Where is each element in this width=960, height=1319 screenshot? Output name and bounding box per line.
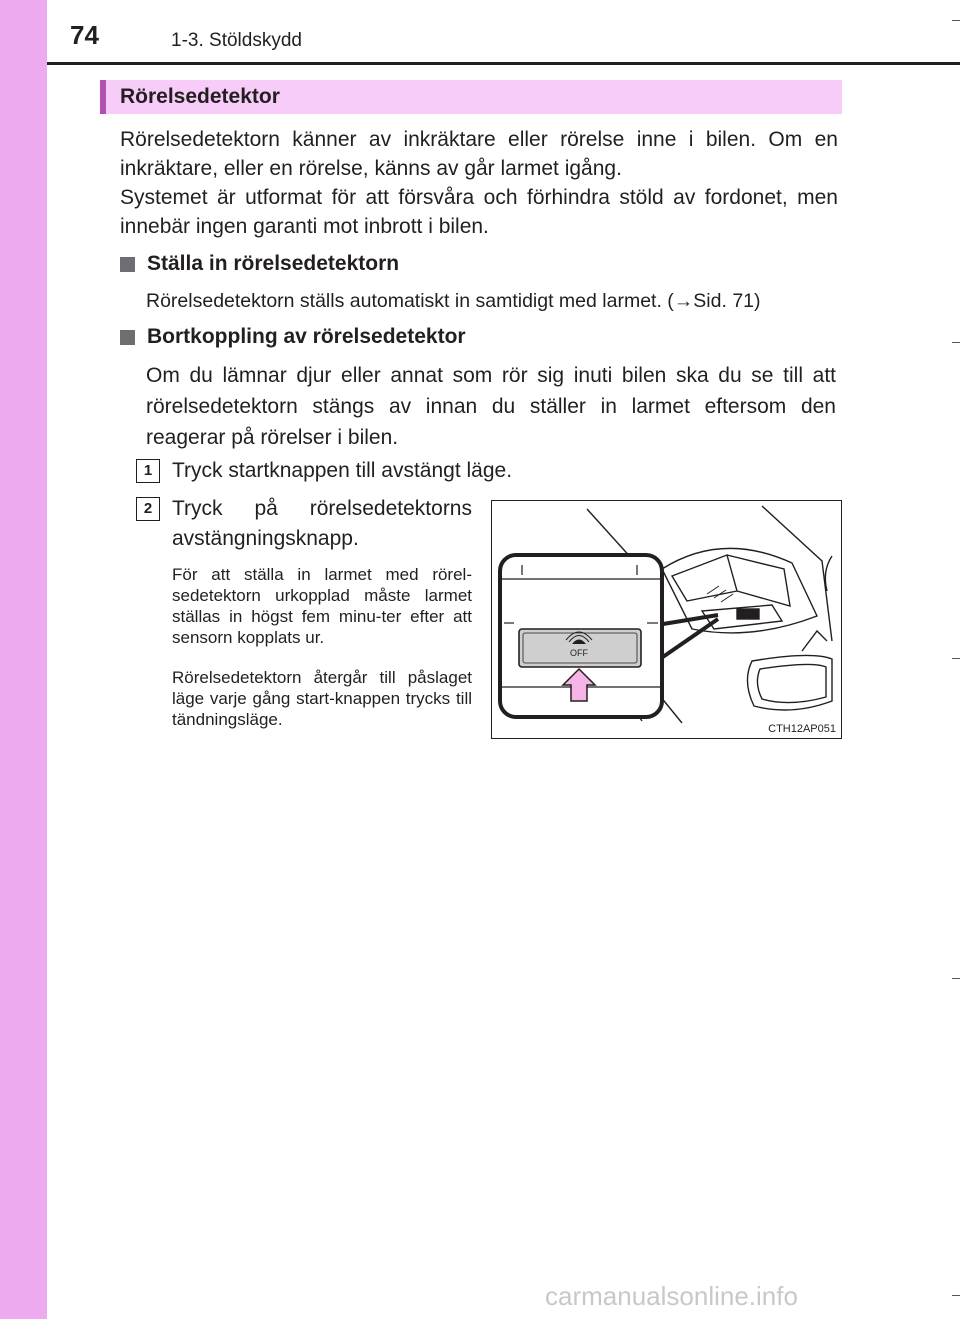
crop-mark [952, 342, 960, 343]
step-number-badge: 1 [136, 459, 160, 483]
step-number-badge: 2 [136, 497, 160, 521]
illustration [491, 500, 842, 739]
subsection-heading [120, 325, 466, 349]
crop-mark [952, 978, 960, 979]
subsection-heading [120, 252, 399, 276]
subsection-text: Om du lämnar djur eller annat som rör sig inuti bilen ska du se till att rörelsedetektorn stängs av innan du ställer in larmet eftersom den reagerar på rörelser i bilen. [146, 364, 836, 449]
subsection-text-main: Rörelsedetektorn ställs automatiskt in samtidigt med larmet. ( [146, 290, 674, 312]
subsection-heading-text: Ställa in rörelsedetektorn [147, 252, 400, 275]
figure-code: CTH12AP051 [768, 723, 836, 735]
side-color-band [0, 0, 47, 1319]
page-reference-arrow-icon: → [673, 290, 694, 312]
note-text: För att ställa in larmet med rörel-sedetektorn urkopplad måste larmet ställas in högst fem minu-ter efter att sensorn kopplats ur. [172, 565, 472, 647]
step-text: Tryck på rörelsedetektorns avstängningsknapp. [172, 497, 472, 550]
crop-mark [952, 658, 960, 659]
subsection-heading-text: Bortkoppling av rörelsedetektor [147, 325, 466, 348]
header-rule [47, 62, 960, 65]
square-bullet-icon [120, 257, 135, 272]
subsection-text [146, 289, 846, 314]
section-heading-box [100, 80, 842, 114]
step-text: Tryck startknappen till avstängt läge. [172, 459, 513, 482]
square-bullet-icon [120, 330, 135, 345]
page-reference-link[interactable]: Sid. 71) [693, 290, 761, 312]
section-title: Rörelsedetektor [120, 85, 280, 108]
crop-mark [952, 1295, 960, 1296]
crop-mark [952, 20, 960, 21]
intro-paragraph-2: Systemet är utformat för att försvåra och förhindra stöld av fordonet, men innebär ingen garanti mot inbrott i bilen. [120, 186, 838, 238]
note-text: Rörelsedetektorn återgår till påslaget läge varje gång start-knappen trycks till tändningsläge. [172, 668, 472, 729]
off-button-label: OFF [570, 648, 588, 658]
chapter-title: 1-3. Stöldskydd [171, 30, 302, 51]
footer-watermark: carmanualsonline.info [545, 1281, 798, 1311]
page-number: 74 [70, 20, 99, 50]
intro-paragraph-1: Rörelsedetektorn känner av inkräktare eller rörelse inne i bilen. Om en inkräktare, eller en rörelse, känns av går larmet igång. [120, 128, 838, 180]
overhead-console-illustration [492, 501, 841, 738]
